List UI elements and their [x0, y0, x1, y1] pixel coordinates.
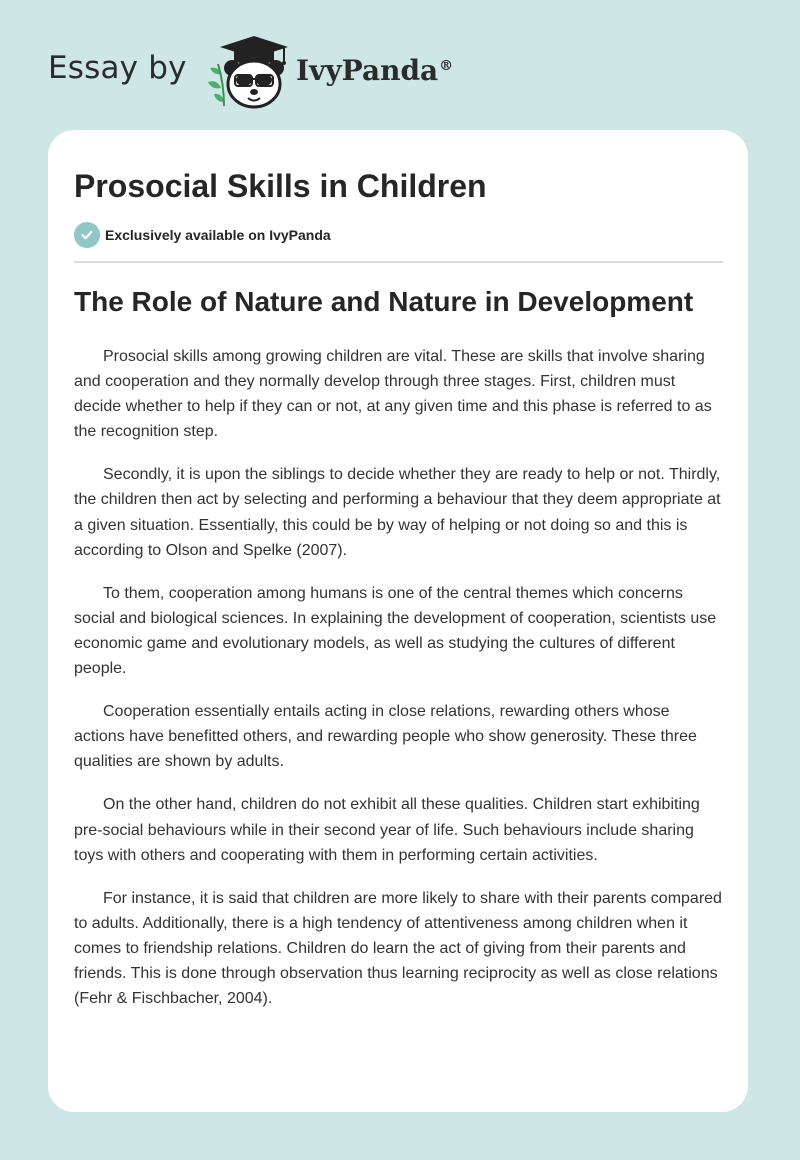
- check-circle-icon: [74, 222, 100, 248]
- essay-body: [74, 344, 724, 1029]
- exclusive-badge: [74, 222, 331, 248]
- paragraph: For instance, it is said that children are more likely to share with their parents compared to adults. Additionally, there is a high tendency of attentiveness among children when it comes to friendship relations. Children do learn the act of giving from their parents and friends. This is done through observation thus learning reciprocity as well as close relations (Fehr & Fischbacher, 2004).: [74, 889, 722, 1008]
- paragraph: Prosocial skills among growing children are vital. These are skills that involve sharing and cooperation and they normally develop through three stages. First, children must decide whether to help if they can or not, at any given time and this phase is referred to as the recognition step.: [74, 348, 712, 441]
- ivy-leaf-icon: [208, 64, 224, 106]
- page-title: Prosocial Skills in Children: [74, 168, 487, 204]
- registered-mark: ®: [439, 57, 454, 74]
- brand-name[interactable]: [296, 54, 453, 87]
- paragraph: Cooperation essentially entails acting in close relations, rewarding others whose actions have benefitted others, and rewarding people who show generosity. These three qualities are shown by adults.: [74, 703, 697, 771]
- panda-logo-icon[interactable]: [204, 34, 292, 110]
- badge-text: Exclusively available on IvyPanda: [105, 227, 331, 243]
- paragraph: On the other hand, children do not exhibit all these qualities. Children start exhibiting pre-social behaviours while in their second year of life. Such behaviours include sharing toys with others and cooperating with them in performing certain activities.: [74, 796, 700, 864]
- paragraph: To them, cooperation among humans is one of the central themes which concerns social and biological sciences. In explaining the development of cooperation, scientists use economic game and evolutionary models, as well as studying the cultures of different people.: [74, 584, 717, 678]
- essay-card: [48, 130, 748, 1112]
- brand-prefix: Essay by: [48, 50, 187, 86]
- section-title: The Role of Nature and Nature in Development: [74, 286, 694, 317]
- divider: [74, 261, 723, 263]
- site-header: [48, 34, 508, 112]
- paragraph: Secondly, it is upon the siblings to decide whether they are ready to help or not. Thirdly, the children then act by selecting and performing a behaviour that they deem appropriate at a given situation. Essentially, this could be by way of helping or not doing so and this is according to Olson and Spelke (2007).: [74, 466, 721, 559]
- brand-name-text: IvyPanda: [296, 54, 439, 87]
